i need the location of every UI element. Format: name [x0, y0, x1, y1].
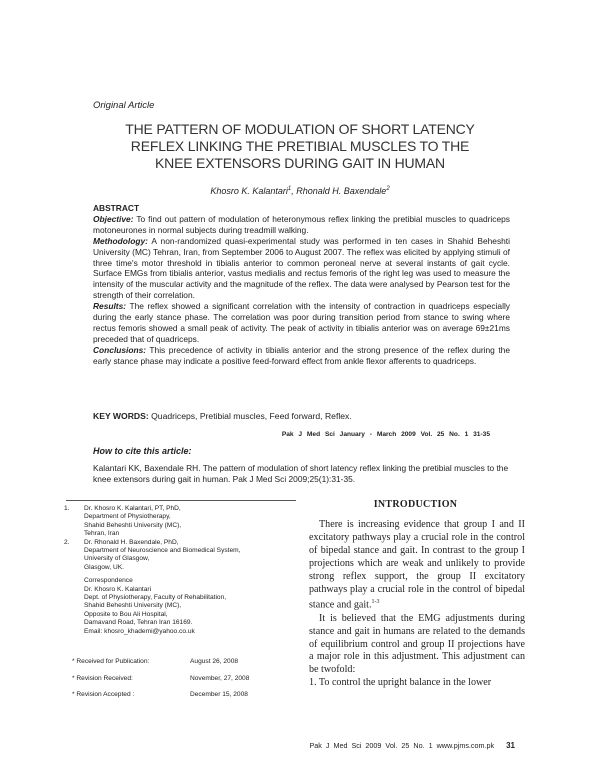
date-value: December 15, 2008: [190, 691, 248, 698]
affiliation-line: Shahid Beheshti University (MC),: [84, 521, 182, 529]
author-separator: ,: [291, 186, 297, 196]
intro-paragraph: It is believed that the EMG adjustments during stance and gait in humans are related to the demands of equilibrium control and group II projections have a major role in this adjustment. This adjustment can be twofold:: [309, 612, 525, 676]
introduction-body: [309, 519, 525, 690]
publication-dates: [72, 658, 302, 708]
correspondence: [64, 577, 299, 636]
abstract-methodology: [93, 236, 510, 301]
affiliation-line: Glasgow, UK.: [84, 563, 124, 571]
abstract-heading: ABSTRACT: [93, 203, 140, 213]
author-affil-mark: 2: [386, 186, 390, 192]
methodology-label: Methodology:: [93, 235, 148, 246]
footnote-divider: [66, 500, 296, 501]
title-line: KNEE EXTENSORS DURING GAIT IN HUMAN: [155, 155, 445, 171]
author-list: [100, 186, 500, 196]
abstract: [93, 203, 510, 367]
keywords-label: KEY WORDS:: [93, 411, 149, 421]
affiliation-line: Department of Physiotherapy,: [84, 513, 171, 521]
date-row: [72, 658, 302, 675]
author-name: Rhonald H. Baxendale: [296, 186, 387, 196]
page-footer: [300, 741, 515, 750]
abstract-conclusions: [93, 345, 510, 367]
affiliation-number: 2.: [64, 538, 70, 546]
correspondence-heading: Correspondence: [84, 577, 133, 585]
date-label: * Revision Received:: [72, 674, 133, 682]
keywords: [93, 411, 510, 421]
affiliation-line: University of Glasgow,: [84, 555, 150, 563]
footer-text: Pak J Med Sci 2009 Vol. 25 No. 1 www.pjms.com.pk: [309, 741, 495, 750]
affiliation-1: [64, 505, 299, 539]
author-name: Khosro K. Kalantari: [210, 186, 288, 196]
intro-paragraph: 1. To control the upright balance in the lower: [309, 677, 492, 689]
correspondence-line: Damavand Road, Tehran Iran 16169.: [84, 619, 193, 627]
abstract-objective: [93, 214, 510, 236]
how-to-cite-heading: How to cite this article:: [93, 446, 192, 456]
objective-label: Objective:: [93, 213, 134, 224]
title-line: THE PATTERN OF MODULATION OF SHORT LATENCY: [125, 121, 475, 137]
correspondence-email: Email: khosro_khademi@yahoo.co.uk: [84, 627, 195, 635]
date-row: [72, 691, 302, 708]
correspondence-line: Dept. of Physiotherapy, Faculty of Rehabilitation,: [84, 594, 227, 602]
keywords-text: Quadriceps, Pretibial muscles, Feed forward, Reflex.: [148, 411, 352, 421]
date-value: November, 27, 2008: [190, 674, 250, 682]
affiliation-line: Dr. Khosro K. Kalantari, PT, PhD,: [84, 505, 181, 512]
intro-paragraph-text: There is increasing evidence that group I and II excitatory pathways play a crucial role in the control of bipedal stance and gait. In contrast to the group I projections which are weak and unlikely to provide strong reflex support, the group II excitatory pathways play a crucial role in the control of bipedal stance and gait.: [309, 519, 525, 611]
affiliation-line: Department of Neuroscience and Biomedical System,: [84, 547, 241, 555]
conclusions-label: Conclusions:: [93, 344, 147, 355]
abstract-results: [93, 301, 510, 345]
conclusions-text: This precedence of activity in tibialis anterior and the strong presence of the reflex during the early stance phase may indicate a positive feed-forward effect from ankle flexor afferents to quadriceps.: [93, 344, 510, 366]
introduction-heading: INTRODUCTION: [373, 499, 458, 510]
affiliation-2: [64, 539, 299, 573]
title-line: REFLEX LINKING THE PRETIBIAL MUSCLES TO THE: [130, 138, 470, 154]
article-type: Original Article: [93, 100, 155, 111]
intro-reference: 1-3: [371, 599, 380, 606]
correspondence-line: Dr. Khosro K. Kalantari: [84, 585, 152, 593]
page-number: 31: [506, 741, 515, 750]
affiliation-line: Tehran, Iran: [84, 530, 120, 538]
intro-paragraph: [309, 519, 525, 613]
methodology-text: A non-randomized quasi-experimental study was performed in ten cases in Shahid Beheshti University (MC) Tehran, Iran, from September 2006 to August 2007. The reflex was elicited by applying stimuli of three time's motor threshold in tibialis anterior to common peroneal nerve at several instants of gait cycle. Surface EMGs from tibialis anterior, vastus medialis and rectus femoris of the right leg was used to measure the intensity of the muscular activity and the magnitude of the reflex. The data were analysed by Pearson test for the strength of their correlation.: [93, 235, 510, 301]
date-label: * Received for Publication:: [72, 658, 150, 665]
author-affil-mark: 1: [287, 186, 292, 192]
affiliation-line: Dr. Rhonald H. Baxendale, PhD,: [84, 538, 179, 546]
date-row: [72, 675, 302, 692]
results-label: Results:: [93, 301, 127, 312]
article-title: [70, 121, 530, 172]
how-to-cite-text: Kalantari KK, Baxendale RH. The pattern of modulation of short latency reflex linking the pretibial muscles to the knee extensors during gait in human. Pak J Med Sci 2009;25(1):31-35.: [93, 463, 509, 484]
correspondence-line: Opposite to Bou Ali Hospital,: [84, 610, 168, 618]
correspondence-line: Shahid Beheshti University (MC),: [84, 602, 182, 610]
results-text: The reflex showed a significant correlation with the intensity of contraction in quadriceps especially during the early stance phase. The correlation was poor during transition period from stance to swing where rectus femoris showed a small peak of activity. The peak of activity in tibialis anterior was on average 69±21ms preceded that of quadriceps.: [93, 301, 510, 344]
date-label: * Revision Accepted :: [72, 691, 135, 698]
objective-text: To find out pattern of modulation of heteronymous reflex linking the pretibial muscles to quadriceps motoneurones in normal subjects during treadmill walking.: [93, 213, 510, 235]
affiliation-number: 1.: [64, 505, 70, 512]
journal-citation-line: Pak J Med Sci January - March 2009 Vol. 25 No. 1 31-35: [281, 431, 490, 438]
date-value: August 26, 2008: [190, 658, 239, 665]
affiliation-notes: [64, 505, 299, 636]
